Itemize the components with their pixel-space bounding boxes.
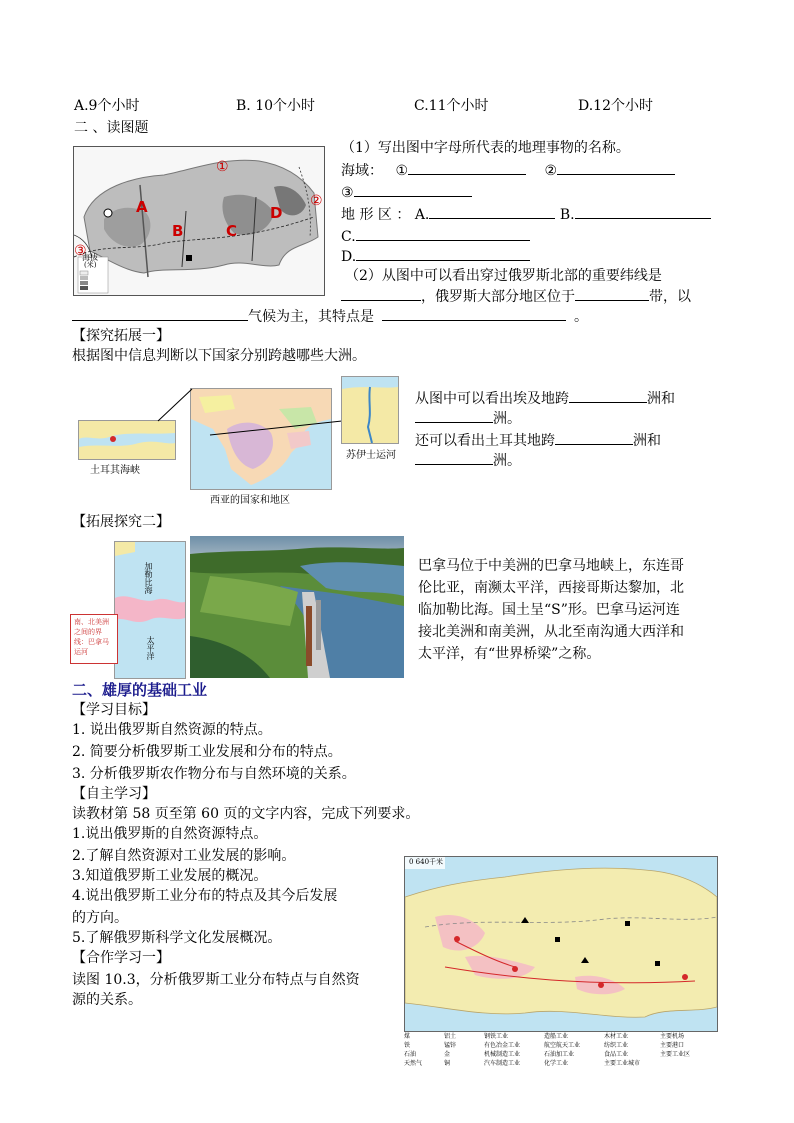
- terrain-a-label: A.: [414, 207, 430, 223]
- latitude-blank[interactable]: [341, 286, 421, 301]
- caption-west-asia: 西亚的国家和地区: [210, 495, 290, 506]
- map-legend-title: 海拔: [82, 253, 98, 262]
- russia-terrain-map: [73, 146, 325, 296]
- q2-line-3: [72, 306, 588, 327]
- legend-auto: 汽车制造工业: [484, 1060, 521, 1067]
- option-a: A.9个小时: [74, 98, 140, 114]
- q2-line-3-end: 。: [574, 309, 588, 325]
- q2-line-2-end: 带，以: [649, 289, 691, 305]
- legend-steel: 钢铁工业: [484, 1033, 509, 1040]
- coop-line-2: 源的关系。: [72, 992, 142, 1008]
- caption-suez: 苏伊士运河: [346, 450, 396, 461]
- legend-gas: 天然气: [404, 1060, 423, 1067]
- explore1-line-4: [415, 450, 521, 471]
- sea-line-3: [341, 182, 472, 203]
- legend-col-2: [444, 1032, 456, 1068]
- map-label-a: A: [136, 198, 148, 216]
- egypt-text-b: 洲和: [647, 391, 675, 407]
- panama-text-5: 太平洋，有“世界桥梁”之称。: [418, 646, 601, 662]
- panama-text-3: 临加勒比海。国土呈“S”形。巴拿马运河连: [418, 602, 680, 618]
- map-label-circle-3: ③: [74, 243, 87, 259]
- callout-line-2: 之间的界: [74, 628, 102, 636]
- panama-text-1: 巴拿马位于中美洲的巴拿马地峡上，东连哥: [418, 558, 684, 574]
- map-label-b: B: [172, 222, 184, 240]
- goal-3: 3. 分析俄罗斯农作物分布与自然环境的关系。: [72, 766, 356, 782]
- sea-2-label: ②: [544, 163, 558, 179]
- egypt-text-c: 洲。: [493, 411, 521, 427]
- panama-text-4: 接北美洲和南美洲，从北至南沟通大西洋和: [418, 624, 684, 640]
- explore1-line-3: [415, 430, 661, 451]
- terrain-d-label: D.: [341, 249, 357, 265]
- legend-coal: 煤: [404, 1033, 411, 1040]
- terrain-a-blank[interactable]: [429, 204, 555, 219]
- goal-1: 1. 说出俄罗斯自然资源的特点。: [72, 722, 272, 738]
- egypt-blank-1[interactable]: [569, 388, 647, 403]
- zone-blank[interactable]: [575, 286, 649, 301]
- self-item-5: 5.了解俄罗斯科学文化发展概况。: [72, 930, 282, 946]
- q2-line-1: （2）从图中可以看出穿过俄罗斯北部的重要纬线是: [345, 268, 662, 284]
- explore1-line-2: [415, 408, 521, 429]
- coop-title: 【合作学习一】: [72, 950, 170, 966]
- terrain-d-blank[interactable]: [356, 246, 530, 261]
- terrain-line-d: [341, 246, 530, 267]
- panama-text-2: 伦比亚，南濒太平洋，西接哥斯达黎加，北: [418, 580, 684, 596]
- legend-industrial-zone: 主要工业区: [660, 1051, 691, 1058]
- map-label-d: D: [270, 204, 283, 222]
- callout-line-1: 南、北美洲: [74, 618, 109, 626]
- terrain-label: 地 形 区 ：: [341, 207, 411, 223]
- terrain-line-c: [341, 226, 530, 247]
- legend-oil-processing: 石油加工业: [544, 1051, 575, 1058]
- industry-map-legend: [404, 1032, 716, 1068]
- turkey-blank-2[interactable]: [415, 450, 493, 465]
- map-legend-unit: (米): [84, 261, 97, 269]
- legend-timber: 木材工业: [604, 1033, 629, 1040]
- feature-blank[interactable]: [382, 306, 566, 321]
- explore1-line-1: [415, 388, 675, 409]
- legend-textile: 纺织工业: [604, 1042, 629, 1049]
- legend-bauxite: 铝土: [444, 1033, 457, 1040]
- goals-title: 【学习目标】: [72, 702, 156, 718]
- callout-line-3: 线：巴拿马: [74, 638, 109, 646]
- panama-sea-north: 加勒比海: [144, 562, 153, 594]
- self-study-intro: 读教材第 58 页至第 60 页的文字内容，完成下列要求。: [72, 806, 420, 822]
- industry-map-scale: 0 640千米: [409, 858, 444, 866]
- q2-line-3-mid: 气候为主，其特点是: [248, 309, 374, 325]
- legend-airport: 主要机场: [660, 1033, 685, 1040]
- sea-1-label: ①: [395, 163, 409, 179]
- self-item-2: 2.了解自然资源对工业发展的影响。: [72, 848, 296, 864]
- legend-machinery: 机械制造工业: [484, 1051, 521, 1058]
- self-study-title: 【自主学习】: [72, 786, 156, 802]
- goal-2: 2. 简要分析俄罗斯工业发展和分布的特点。: [72, 744, 342, 760]
- legend-gold: 金: [444, 1051, 451, 1058]
- turkey-text-a: 还可以看出土耳其地跨: [415, 433, 555, 449]
- legend-food: 食品工业: [604, 1051, 629, 1058]
- caption-turkey-strait: 土耳其海峡: [90, 465, 140, 476]
- sea-label: 海域：: [341, 163, 383, 179]
- option-c: C.11个小时: [414, 98, 489, 114]
- callout-line-4: 运河: [74, 648, 88, 656]
- section-title-reading: 二 、读图题: [74, 120, 149, 136]
- legend-industrial-city: 主要工业城市: [604, 1060, 641, 1067]
- map-label-circle-1: ①: [216, 159, 229, 175]
- legend-col-5: [604, 1032, 640, 1068]
- legend-shipbuilding: 造船工业: [544, 1033, 569, 1040]
- explore1-prompt: 根据图中信息判断以下国家分别跨越哪些大洲。: [72, 348, 366, 364]
- sea-2-blank[interactable]: [557, 160, 675, 175]
- option-b: B. 10个小时: [236, 98, 316, 114]
- legend-port: 主要港口: [660, 1042, 685, 1049]
- self-item-4: 4.说出俄罗斯工业分布的特点及其今后发展: [72, 888, 338, 904]
- coop-line-1: 读图 10.3，分析俄罗斯工业分布特点与自然资: [72, 972, 360, 988]
- q2-line-2-mid: ，俄罗斯大部分地区位于: [421, 289, 575, 305]
- sea-line: [341, 160, 675, 181]
- option-d: D.12个小时: [578, 98, 653, 114]
- explore2-title: 【拓展探究二】: [72, 514, 170, 530]
- q2-line-2: [341, 286, 691, 307]
- map-label-circle-2: ②: [310, 193, 323, 209]
- q1-prompt: （1）写出图中字母所代表的地理事物的名称。: [341, 140, 630, 156]
- sea-3-blank[interactable]: [354, 182, 472, 197]
- terrain-c-label: C.: [341, 229, 356, 245]
- legend-chemical: 化学工业: [544, 1060, 569, 1067]
- climate-blank[interactable]: [72, 306, 248, 321]
- terrain-c-blank[interactable]: [356, 226, 530, 241]
- legend-col-6: [660, 1032, 690, 1059]
- explore1-title: 【探究拓展一】: [72, 328, 170, 344]
- suez-canal-map: [341, 376, 399, 444]
- russia-industry-map: [404, 856, 718, 1032]
- terrain-b-label: B.: [559, 207, 575, 223]
- panama-callout: [70, 614, 118, 664]
- legend-col-3: [484, 1032, 520, 1068]
- turkey-text-c: 洲。: [493, 453, 521, 469]
- legend-oil: 石油: [404, 1051, 417, 1058]
- legend-manganese: 锰锌: [444, 1042, 457, 1049]
- turkey-text-b: 洲和: [633, 433, 661, 449]
- terrain-b-blank[interactable]: [575, 204, 711, 219]
- sea-3-label: ③: [341, 185, 354, 201]
- egypt-text-a: 从图中可以看出埃及地跨: [415, 391, 569, 407]
- legend-nonferrous: 有色冶金工业: [484, 1042, 521, 1049]
- legend-col-1: [404, 1032, 422, 1068]
- legend-iron: 铁: [404, 1042, 411, 1049]
- turkey-blank-1[interactable]: [555, 430, 633, 445]
- egypt-blank-2[interactable]: [415, 408, 493, 423]
- map-label-c: C: [226, 222, 238, 240]
- callout-lines: [150, 385, 350, 465]
- self-item-4-cont: 的方向。: [72, 910, 128, 926]
- legend-col-4: [544, 1032, 580, 1068]
- self-item-1: 1.说出俄罗斯的自然资源特点。: [72, 826, 268, 842]
- russia-map-svg: [74, 147, 324, 295]
- self-item-3: 3.知道俄罗斯工业发展的概况。: [72, 868, 268, 884]
- panama-sea-south: 太平洋: [146, 636, 155, 660]
- terrain-line-ab: [341, 204, 711, 225]
- panama-map: [114, 541, 186, 679]
- legend-copper: 铜: [444, 1060, 451, 1067]
- industry-section-title: 二、雄厚的基础工业: [72, 681, 208, 699]
- sea-1-blank[interactable]: [408, 160, 526, 175]
- legend-aerospace: 航空航天工业: [544, 1042, 581, 1049]
- panama-canal-photo: [190, 536, 404, 678]
